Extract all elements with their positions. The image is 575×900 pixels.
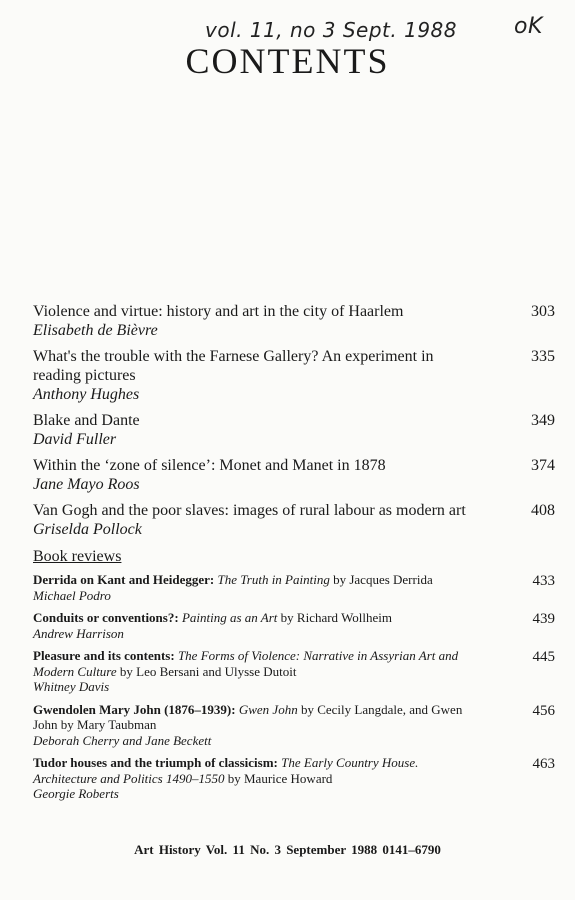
article-author: Jane Mayo Roos [33, 476, 140, 493]
page-title: CONTENTS [185, 41, 390, 81]
toc-review-4 [33, 702, 555, 749]
review-page-number: 456 [532, 702, 555, 719]
toc-article-5 [33, 501, 555, 539]
review-book-author: by Jacques Derrida [333, 572, 433, 587]
toc-article-4 [33, 456, 555, 494]
reviewer-name: Georgie Roberts [33, 786, 119, 801]
review-heading: Pleasure and its contents: [33, 648, 175, 663]
review-book-title: Gwen John [238, 701, 298, 717]
handwritten-ok-mark: oK [514, 14, 543, 39]
review-book-title: The Early Country House. Architecture and Politics 1490–1550 [33, 755, 419, 786]
article-title: Within the ‘zone of silence’: Monet and Manet in 1878 [33, 457, 386, 474]
article-page-number: 374 [531, 457, 555, 474]
section-heading-book-reviews: Book reviews [33, 548, 122, 565]
handwritten-issue-note: vol. 11, no 3 Sept. 1988 [205, 18, 458, 42]
toc-article-3 [33, 411, 555, 449]
toc-article-2 [33, 347, 555, 404]
review-page-number: 445 [532, 649, 555, 665]
article-author: Griselda Pollock [33, 521, 142, 538]
article-page-number: 408 [531, 502, 555, 519]
review-book-title: The Forms of Violence: Narrative in Assyrian Art and Modern Culture [33, 648, 459, 679]
toc-review-2 [33, 610, 555, 641]
toc-review-3 [33, 648, 555, 695]
toc-review-1 [33, 572, 555, 603]
review-book-author: by Richard Wollheim [280, 610, 393, 625]
article-title: Van Gogh and the poor slaves: images of rural labour as modern art [33, 502, 466, 519]
review-page-number: 433 [532, 573, 555, 589]
toc-review-5 [33, 755, 555, 802]
toc-article-1 [33, 302, 555, 340]
article-page-number: 303 [531, 303, 555, 320]
article-title: Violence and virtue: history and art in the city of Haarlem [33, 303, 404, 320]
review-page-number: 463 [532, 756, 555, 772]
review-book-title: Painting as an Art [181, 610, 278, 625]
review-book-author: by Leo Bersani and Ulysse Dutoit [119, 663, 297, 679]
reviewer-name: Andrew Harrison [33, 625, 124, 641]
article-author: Elisabeth de Bièvre [33, 322, 158, 339]
review-heading: Tudor houses and the triumph of classicism: [33, 755, 278, 770]
review-heading: Derrida on Kant and Heidegger: [33, 572, 215, 587]
review-page-number: 439 [532, 611, 555, 627]
review-book-title: The Truth in Painting [217, 572, 330, 587]
article-author: David Fuller [33, 431, 117, 448]
article-title: Blake and Dante [33, 412, 140, 429]
reviewer-name: Michael Podro [33, 587, 111, 603]
journal-footer: Art History Vol. 11 No. 3 September 1988 0141–6790 [134, 842, 441, 857]
review-heading: Conduits or conventions?: [33, 610, 179, 625]
review-heading: Gwendolen Mary John (1876–1939): [33, 701, 236, 717]
table-of-contents [33, 302, 555, 809]
article-author: Anthony Hughes [33, 386, 140, 403]
reviewer-name: Deborah Cherry and Jane Beckett [33, 732, 212, 748]
review-book-author: by Cecily Langdale, and Gwen John by Mary Taubman [33, 701, 463, 732]
article-page-number: 349 [531, 412, 555, 429]
article-title: What's the trouble with the Farnese Gallery? An experiment in reading pictures [33, 348, 434, 384]
review-book-author: by Maurice Howard [227, 770, 333, 786]
article-page-number: 335 [531, 348, 555, 365]
reviewer-name: Whitney Davis [33, 679, 110, 694]
